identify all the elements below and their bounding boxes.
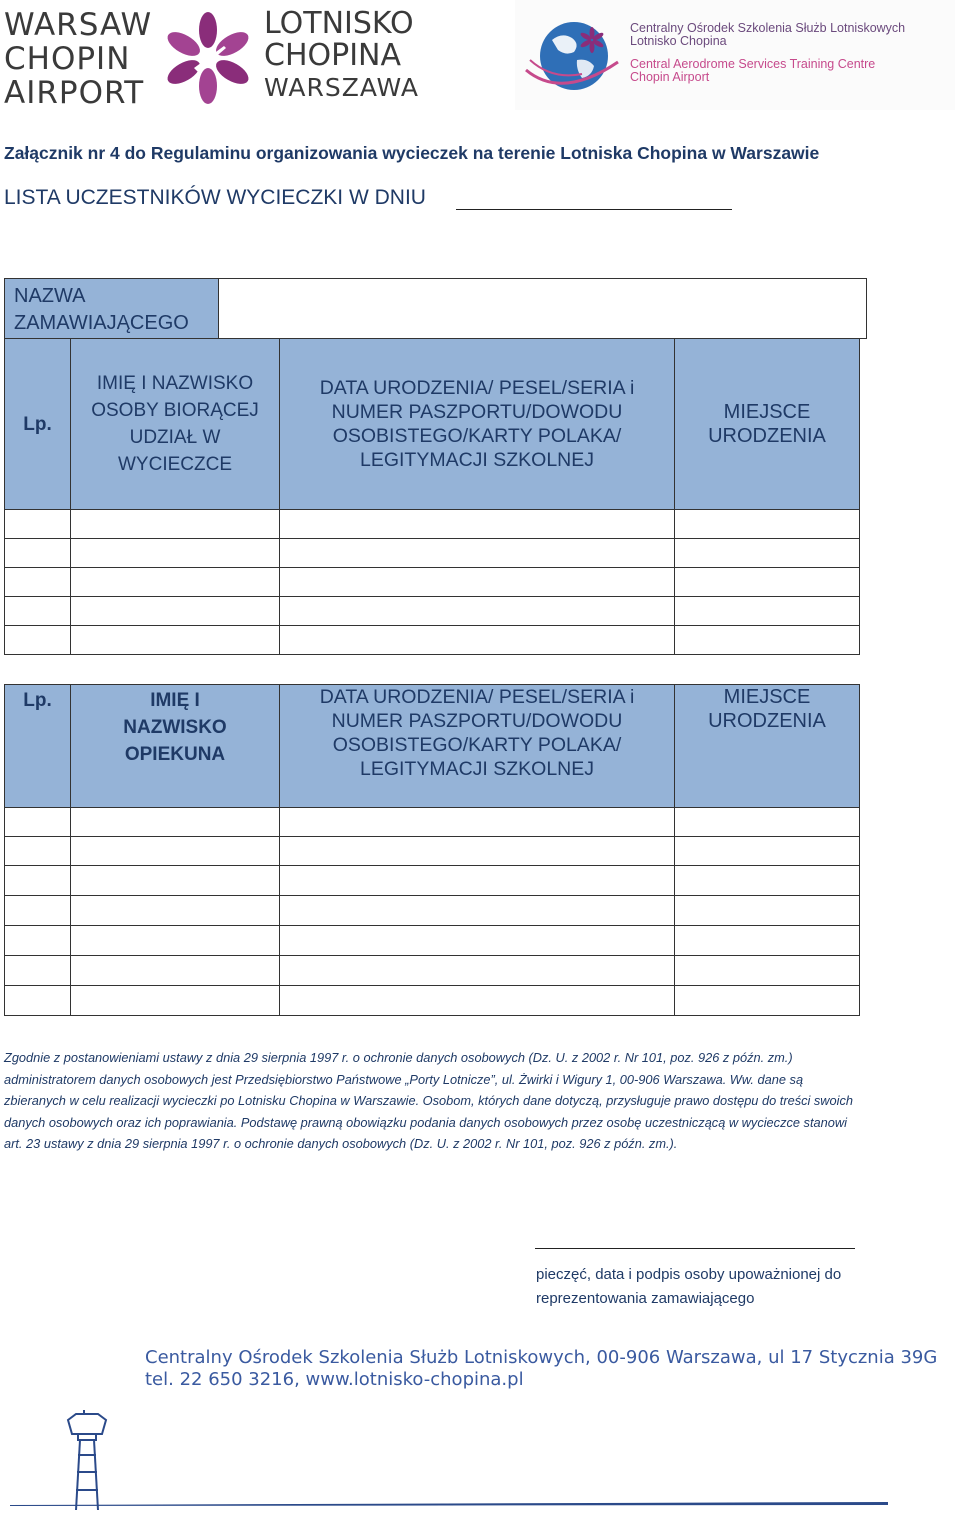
lp-header: [5, 339, 71, 510]
table-cell[interactable]: [675, 837, 860, 866]
table-cell[interactable]: [280, 539, 675, 568]
guardian-place-header-label: MIEJSCE URODZENIA: [708, 686, 826, 732]
table-cell[interactable]: [5, 597, 71, 626]
table-cell[interactable]: [280, 568, 675, 597]
participant-doc-header-label: DATA URODZENIA/ PESEL/SERIA i NUMER PASZPORTU/DOWODU OSOBISTEGO/KARTY POLAKA/ LEGITYMACJI SZKOLNEJ: [319, 377, 635, 471]
table-cell[interactable]: [71, 626, 280, 655]
table-cell[interactable]: [71, 986, 280, 1016]
table-cell[interactable]: [71, 568, 280, 597]
footer-contact: [145, 1347, 937, 1391]
signature-caption-line: reprezentowania zamawiającego: [536, 1290, 755, 1307]
logo-line: WARSZAWA: [264, 73, 420, 102]
footer-phone-web: tel. 22 650 3216, www.lotnisko-chopina.pl: [145, 1369, 524, 1390]
table-cell[interactable]: [675, 926, 860, 956]
table-cell[interactable]: [5, 926, 71, 956]
guardian-doc-header: [280, 685, 675, 808]
logo-line: AIRPORT: [4, 75, 145, 111]
participant-place-header: [675, 339, 860, 510]
table-cell[interactable]: [280, 597, 675, 626]
guardian-name-header: [71, 685, 280, 808]
table-cell[interactable]: [5, 986, 71, 1016]
centre-name-pl: Lotnisko Chopina: [630, 34, 727, 48]
lotnisko-chopina-logo: [264, 8, 434, 104]
list-title: LISTA UCZESTNIKÓW WYCIECZKI W DNIU: [4, 186, 426, 209]
lp-header-label: Lp.: [23, 413, 52, 435]
guardian-doc-header-label: DATA URODZENIA/ PESEL/SERIA i NUMER PASZPORTU/DOWODU OSOBISTEGO/KARTY POLAKA/ LEGITYMACJI SZKOLNEJ: [319, 686, 635, 780]
orderer-value-cell[interactable]: [219, 279, 867, 339]
control-tower-icon: [62, 1410, 112, 1512]
logo-line: CHOPIN: [4, 41, 131, 77]
participant-name-header: [71, 339, 280, 510]
table-row: [5, 510, 860, 539]
orderer-label: NAZWA ZAMAWIAJĄCEGO: [14, 285, 189, 334]
annex-heading: Załącznik nr 4 do Regulaminu organizowania wycieczek na terenie Lotniska Chopina w Warszawie: [4, 143, 820, 163]
table-cell[interactable]: [71, 539, 280, 568]
signature-caption: [536, 1263, 866, 1311]
table-cell[interactable]: [675, 956, 860, 986]
table-cell[interactable]: [5, 808, 71, 837]
table-cell[interactable]: [71, 926, 280, 956]
participants-table: [4, 338, 860, 655]
table-cell[interactable]: [675, 597, 860, 626]
centre-name-en: Central Aerodrome Services Training Centre: [630, 57, 876, 71]
table-cell[interactable]: [675, 510, 860, 539]
data-protection-notice: Zgodnie z postanowieniami ustawy z dnia 29 sierpnia 1997 r. o ochronie danych osobowych (Dz. U. z 2002 r. Nr 101, poz. 926 z późn. zm.) administratorem danych osobowych jest Przedsiębiorstwo Państwowe „Porty Lotnicze”, ul. Żwirki i Wigury 1, 00-906 Warszawa. Ww. dane są zbieranych w celu realizacji wycieczki po Lotnisku Chopina w Warszawie. Osobom, których dane dotyczą, przysługuje prawo dostępu do treści swoich danych osobowych oraz ich poprawiania. Podstawę prawną obowiązku podania danych osobowych przez osobę uczestniczącą w wycieczce stanowi art. 23 ustawy z dnia 29 sierpnia 1997 r. o ochronie danych osobowych (Dz. U. z 2002 r. Nr 101, poz. 926 z późn. zm.).: [4, 1050, 854, 1151]
table-cell[interactable]: [675, 568, 860, 597]
table-cell[interactable]: [675, 896, 860, 926]
table-row: [5, 568, 860, 597]
logo-line: WARSAW: [4, 7, 153, 43]
table-row: [5, 926, 860, 956]
airport-flower-icon: [160, 8, 256, 104]
table-row: [5, 956, 860, 986]
table-cell[interactable]: [280, 808, 675, 837]
guardians-table: [4, 684, 860, 1016]
table-cell[interactable]: [5, 956, 71, 986]
table-row: [5, 896, 860, 926]
footer-baseline-divider: [10, 1500, 888, 1508]
signature-caption-line: pieczęć, data i podpis osoby upoważnionej do: [536, 1266, 842, 1283]
table-cell[interactable]: [5, 866, 71, 896]
footer-address: Centralny Ośrodek Szkolenia Służb Lotniskowych, 00-906 Warszawa, ul 17 Stycznia 39G: [145, 1347, 938, 1368]
table-cell[interactable]: [71, 866, 280, 896]
date-fill-line[interactable]: [456, 209, 732, 210]
table-cell[interactable]: [280, 896, 675, 926]
table-cell[interactable]: [280, 510, 675, 539]
participant-name-header-label: IMIĘ I NAZWISKO OSOBY BIORĄCEJ UDZIAŁ W WYCIECZCE: [91, 373, 259, 475]
table-cell[interactable]: [71, 896, 280, 926]
orderer-table: [4, 278, 867, 339]
table-row: [5, 539, 860, 568]
table-cell[interactable]: [5, 568, 71, 597]
centre-name-en: Chopin Airport: [630, 70, 710, 84]
guardian-place-header: [675, 685, 860, 808]
table-cell[interactable]: [71, 510, 280, 539]
globe-icon: [522, 10, 622, 100]
table-cell[interactable]: [675, 986, 860, 1016]
logo-line: CHOPINA: [264, 38, 402, 73]
training-centre-name: [630, 22, 905, 84]
table-row: [5, 597, 860, 626]
table-row: [5, 866, 860, 896]
table-cell[interactable]: [675, 626, 860, 655]
signature-line[interactable]: [535, 1248, 855, 1249]
lp-header: [5, 685, 71, 808]
table-row: [5, 808, 860, 837]
table-cell[interactable]: [71, 597, 280, 626]
table-cell[interactable]: [5, 837, 71, 866]
table-row: [5, 626, 860, 655]
table-cell[interactable]: [5, 539, 71, 568]
table-cell[interactable]: [280, 866, 675, 896]
table-cell[interactable]: [280, 926, 675, 956]
logo-line: LOTNISKO: [264, 6, 414, 41]
table-cell[interactable]: [5, 896, 71, 926]
table-cell[interactable]: [675, 866, 860, 896]
table-cell[interactable]: [675, 808, 860, 837]
participant-place-header-label: MIEJSCE URODZENIA: [708, 401, 826, 447]
warsaw-chopin-airport-logo: [4, 7, 153, 111]
table-row: [5, 986, 860, 1016]
orderer-label-cell: [5, 279, 219, 339]
table-cell[interactable]: [71, 956, 280, 986]
table-cell[interactable]: [71, 808, 280, 837]
table-row: [5, 837, 860, 866]
table-cell[interactable]: [675, 539, 860, 568]
table-cell[interactable]: [280, 956, 675, 986]
table-cell[interactable]: [280, 986, 675, 1016]
table-cell[interactable]: [280, 837, 675, 866]
table-cell[interactable]: [5, 510, 71, 539]
participant-doc-header: [280, 339, 675, 510]
table-cell[interactable]: [280, 626, 675, 655]
lp-header-label: Lp.: [23, 690, 52, 711]
centre-name-pl: Centralny Ośrodek Szkolenia Służb Lotniskowych: [630, 21, 906, 35]
guardian-name-header-label: IMIĘ I NAZWISKO OPIEKUNA: [123, 690, 227, 765]
table-cell[interactable]: [5, 626, 71, 655]
table-cell[interactable]: [71, 837, 280, 866]
